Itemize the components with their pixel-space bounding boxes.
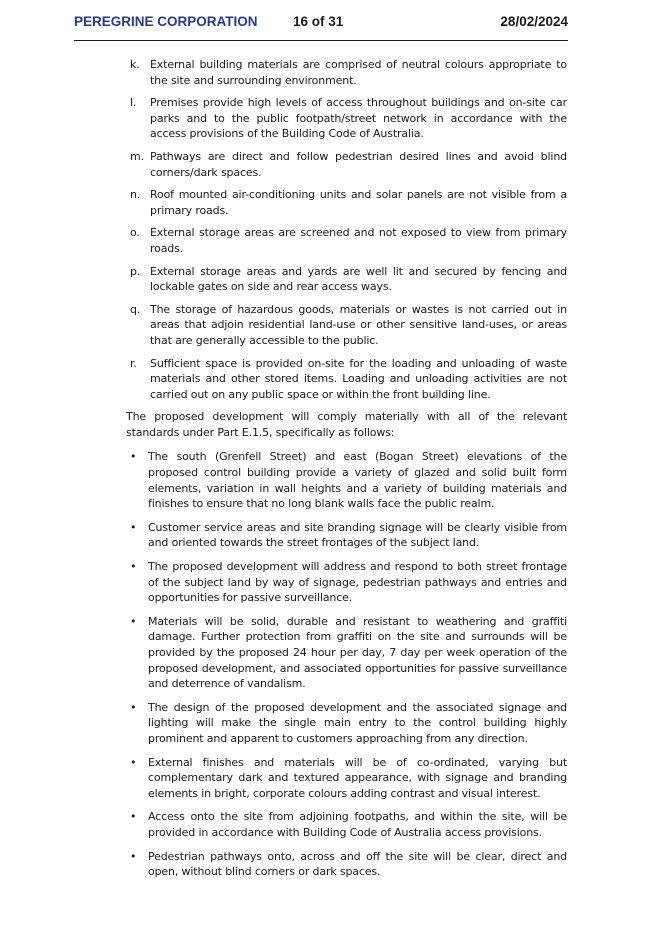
bullet-text: Access onto the site from adjoining footpaths, and within the site, will be provided in accordance with Building Code of Australia access provisions. [148, 810, 567, 839]
bullet-item [126, 755, 567, 802]
list-item-text: Sufficient space is provided on-site for the loading and unloading of waste materials and other stored items. Loading and unloading activities are not carried out on any public space or within the front building line. [150, 356, 567, 401]
list-item [126, 187, 567, 218]
list-item-text: Premises provide high levels of access throughout buildings and on-site car parks and to the public footpath/street network in accordance with the access provisions of the Building Code of Australia. [150, 96, 567, 141]
bullet-item [126, 520, 567, 551]
bullet-icon: • [130, 700, 137, 714]
compliance-bullet-list [126, 449, 567, 879]
bullet-icon: • [130, 520, 137, 534]
list-item [126, 225, 567, 256]
list-item [126, 356, 567, 403]
document-body [126, 57, 567, 888]
bullet-icon: • [130, 450, 137, 464]
bullet-item [126, 700, 567, 747]
list-marker: o. [130, 226, 140, 240]
intro-paragraph: The proposed development will comply materially with all of the relevant standards under Part E.1.5, specifically as follows: [126, 410, 567, 439]
bullet-text: Customer service areas and site branding signage will be clearly visible from and oriented towards the street frontages of the subject land. [148, 520, 567, 550]
header-divider [74, 40, 568, 41]
bullet-icon: • [130, 849, 137, 863]
list-item [126, 95, 567, 142]
list-item-text: Pathways are direct and follow pedestrian desired lines and avoid blind corners/dark spaces. [150, 149, 567, 179]
list-item-text: External building materials are comprised of neutral colours appropriate to the site and surrounding environment. [150, 58, 567, 87]
document-date: 28/02/2024 [500, 14, 568, 29]
list-marker: l. [130, 96, 137, 110]
bullet-item [126, 614, 567, 692]
bullet-text: The proposed development will address and respond to both street frontage of the subject land by way of signage, pedestrian pathways and entries and opportunities for passive surveillance. [148, 560, 567, 605]
list-marker: n. [130, 188, 141, 202]
list-item-text: The storage of hazardous goods, materials or wastes is not carried out in areas that adjoin residential land-use or other sensitive land-uses, or areas that are generally accessible to the public. [150, 302, 567, 347]
page-header [74, 14, 568, 32]
bullet-text: External finishes and materials will be of co-ordinated, varying but complementary dark and textured appearance, with signage and branding elements in bright, corporate colours adding contrast and visual interest. [148, 755, 567, 800]
list-item [126, 302, 567, 349]
bullet-text: The design of the proposed development and the associated signage and lighting will make the single main entry to the control building highly prominent and apparent to customers approaching from any direction. [148, 700, 567, 745]
page-number: 16 of 31 [293, 14, 344, 29]
bullet-text: The south (Grenfell Street) and east (Bogan Street) elevations of the proposed control building provide a variety of glazed and solid built form elements, variation in wall heights and a variety of building materials and finishes to ensure that no long blank walls face the public realm. [148, 450, 567, 511]
bullet-item [126, 559, 567, 606]
list-marker: p. [130, 264, 141, 278]
bullet-icon: • [130, 755, 137, 769]
list-item-text: External storage areas are screened and not exposed to view from primary roads. [150, 226, 567, 255]
bullet-item [126, 809, 567, 840]
list-item [126, 57, 567, 88]
criteria-list [126, 57, 567, 402]
list-marker: q. [130, 302, 141, 316]
list-marker: m. [130, 149, 144, 163]
bullet-icon: • [130, 560, 137, 574]
bullet-item [126, 449, 567, 511]
company-name: PEREGRINE CORPORATION [74, 14, 258, 29]
list-item [126, 264, 567, 295]
list-item-text: Roof mounted air-conditioning units and solar panels are not visible from a primary roads. [150, 188, 567, 217]
bullet-text: Pedestrian pathways onto, across and off the site will be clear, direct and open, without blind corners or dark spaces. [148, 849, 567, 879]
bullet-item [126, 849, 567, 880]
list-item [126, 149, 567, 180]
list-item-text: External storage areas and yards are well lit and secured by fencing and lockable gates on side and rear access ways. [150, 264, 567, 294]
bullet-icon: • [130, 614, 137, 628]
bullet-icon: • [130, 810, 137, 824]
list-marker: k. [130, 58, 140, 71]
list-marker: r. [130, 356, 137, 370]
bullet-text: Materials will be solid, durable and resistant to weathering and graffiti damage. Further protection from graffiti on the site and surrounds will be provided by the proposed 24 hour per day, 7 day per week operation of the proposed development, and associated opportunities for passive surveillance and deterrence of vandalism. [148, 614, 567, 691]
